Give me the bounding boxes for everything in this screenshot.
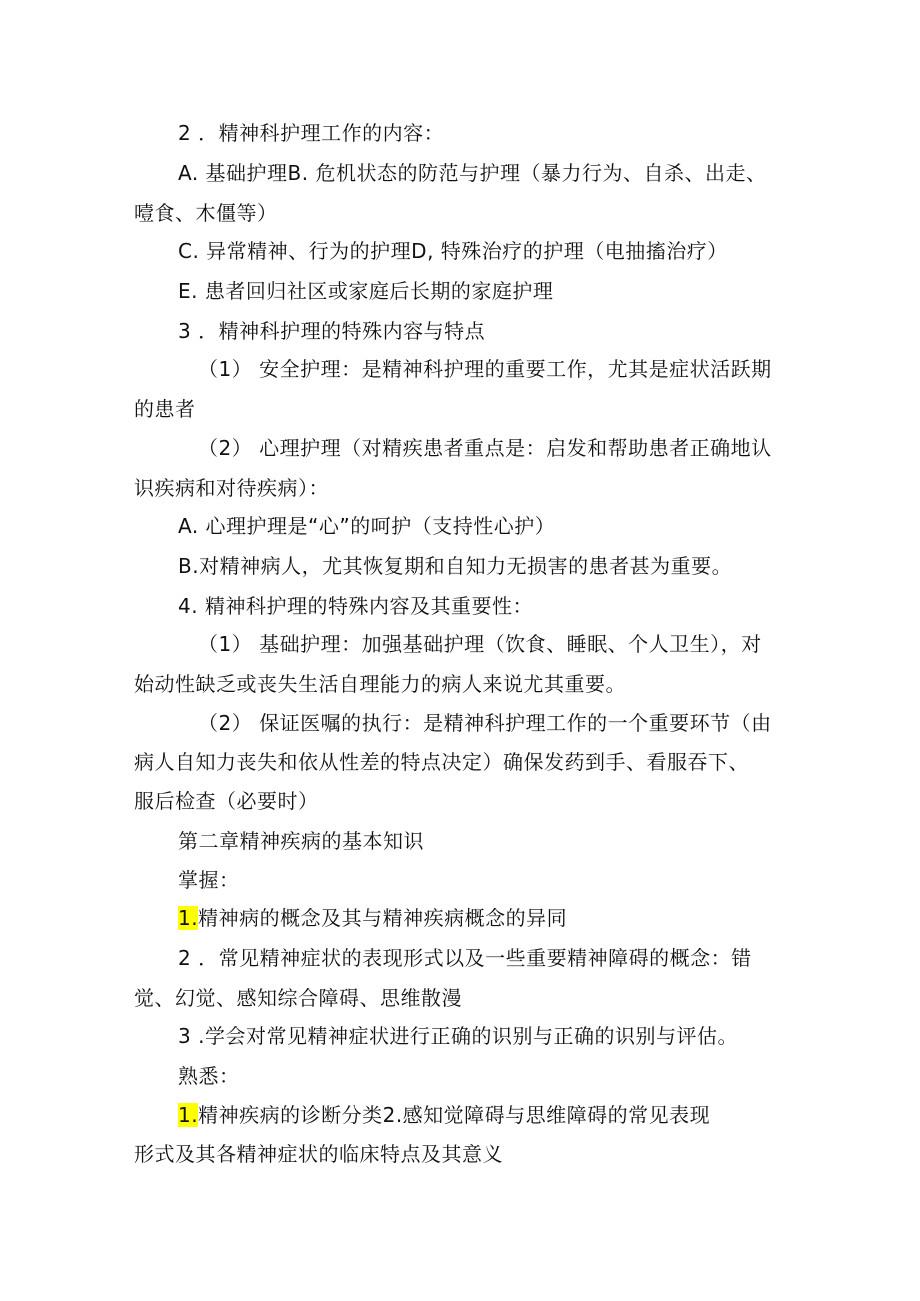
text-line: A. 心理护理是“心”的呵护（支持性心护） [178,514,556,538]
text-line: （2） 保证医嘱的执行：是精神科护理工作的一个重要环节（由 [198,711,772,735]
section-label: 熟悉： [178,1064,240,1088]
text-line: 3 ．精神科护理的特殊内容与特点 [178,319,486,343]
text-line: E. 患者回归社区或家庭后长期的家庭护理 [178,279,554,303]
text-line: 2 ．常见精神症状的表现形式以及一些重要精神障碍的概念：错 [178,946,752,970]
text-line: C. 异常精神、行为的护理D, 特殊治疗的护理（电抽搐治疗） [178,239,728,263]
text-line: 觉、幻觉、感知综合障碍、思维散漫 [134,986,462,1010]
text-line: 4. 精神科护理的特殊内容及其重要性： [178,594,533,618]
text-line: （1） 基础护理：加强基础护理（饮食、睡眠、个人卫生），对 [198,632,762,656]
text-line: （1） 安全护理：是精神科护理的重要工作，尤其是症状活跃期 [198,357,772,381]
text-line: 始动性缺乏或丧失生活自理能力的病人来说尤其重要。 [134,672,626,696]
text-line: A. 基础护理B. 危机状态的防范与护理（暴力行为、自杀、出走、 [178,161,767,185]
text-line: （2） 心理护理（对精疾患者重点是：启发和帮助患者正确地认 [198,436,772,460]
text-line [178,1101,710,1129]
text-line: 病人自知力丧失和依从性差的特点决定）确保发药到手、看服吞下、 [134,750,749,774]
text-line: 噎食、木僵等） [134,201,278,225]
text-line: 服后检查（必要时） [134,789,319,813]
text-line: 3 .学会对常见精神症状进行正确的识别与正确的识别与评估。 [178,1024,738,1048]
chapter-heading: 第二章精神疾病的基本知识 [178,829,424,853]
text-line: 识疾病和对待疾病）： [134,476,329,500]
section-label: 掌握： [178,868,240,892]
text-line [178,904,567,932]
highlighted-mark: 1. [178,1103,199,1127]
text-line: 的患者 [134,397,196,421]
highlighted-mark: 1. [178,906,199,930]
text-line-content: 精神疾病的诊断分类2.感知觉障碍与思维障碍的常见表现 [198,1103,711,1127]
text-line: B.对精神病人，尤其恢复期和自知力无损害的患者甚为重要。 [178,554,733,578]
text-line: 2 ．精神科护理工作的内容： [178,121,445,145]
text-line-content: 精神病的概念及其与精神疾病概念的异同 [198,906,568,930]
text-line: 形式及其各精神症状的临床特点及其意义 [134,1142,503,1166]
